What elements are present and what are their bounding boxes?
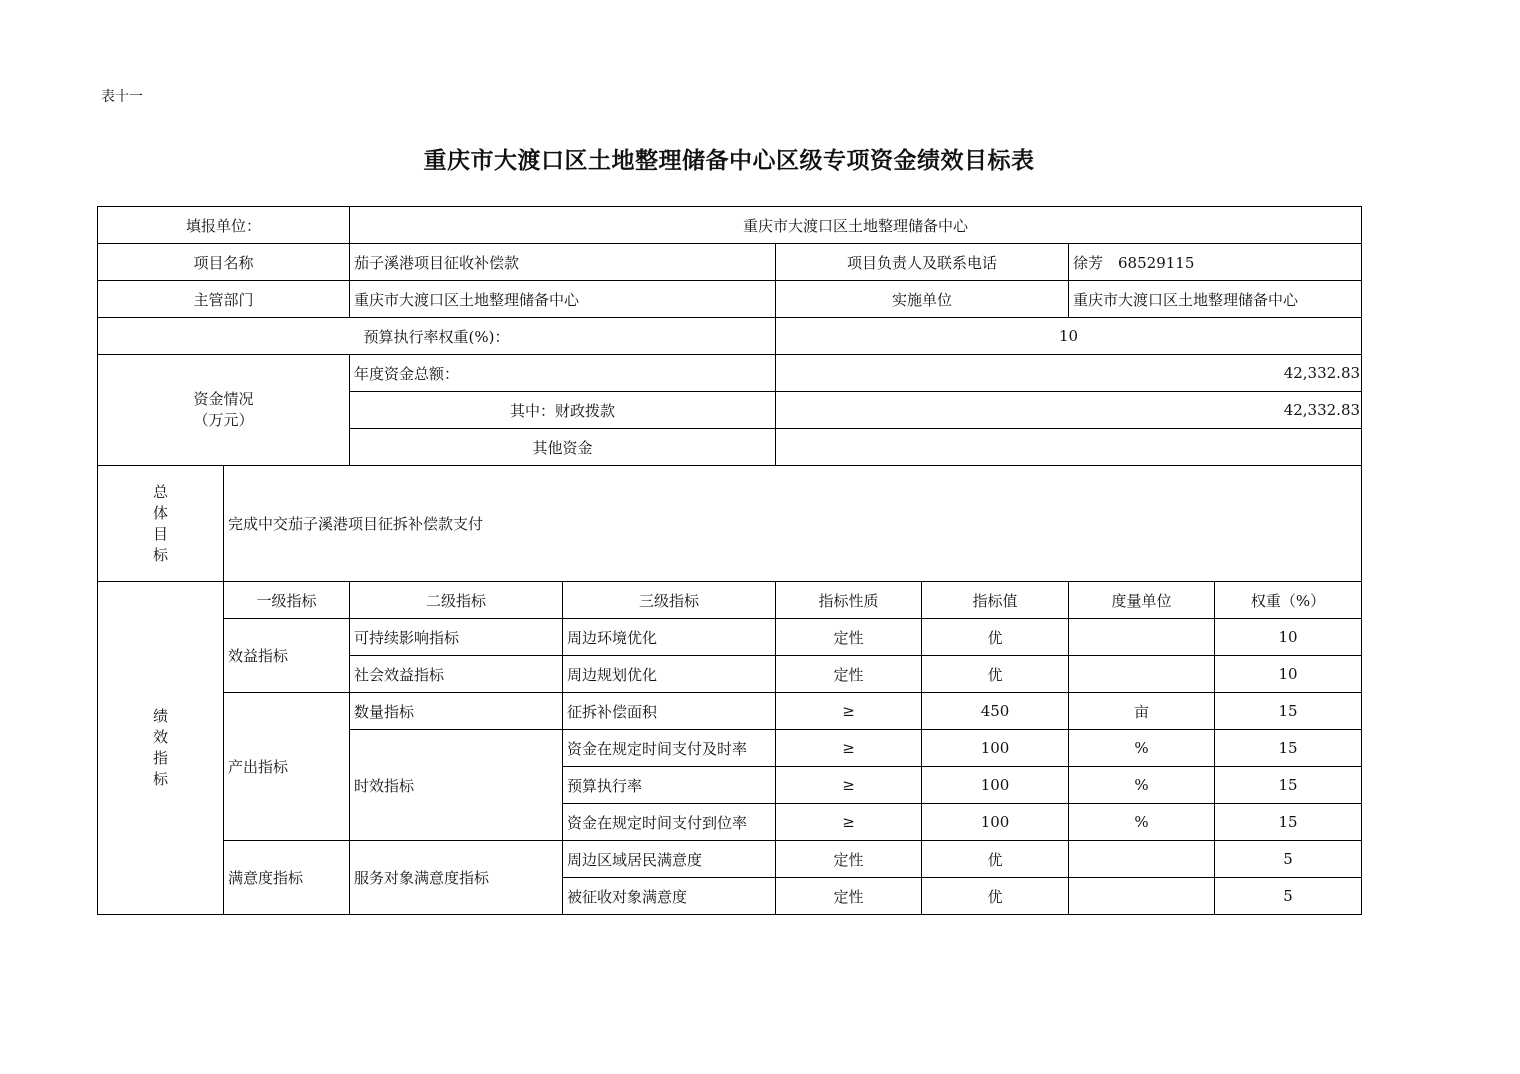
funds-label-line1: 资金情况 xyxy=(193,390,254,408)
header-level3: 三级指标 xyxy=(563,582,776,619)
level1-satisfaction: 满意度指标 xyxy=(224,841,350,915)
funds-fiscal-value: 42,332.83 xyxy=(776,392,1362,429)
weight-cell: 15 xyxy=(1215,693,1362,730)
overall-goal-row xyxy=(98,466,1362,582)
level2-social: 社会效益指标 xyxy=(350,656,563,693)
weight-cell: 15 xyxy=(1215,730,1362,767)
unit-cell xyxy=(1069,619,1215,656)
level2-quantity: 数量指标 xyxy=(350,693,563,730)
department-label: 主管部门 xyxy=(98,281,350,318)
funds-other-label: 其他资金 xyxy=(350,429,776,466)
department-value: 重庆市大渡口区土地整理储备中心 xyxy=(350,281,776,318)
weight-cell: 10 xyxy=(1215,619,1362,656)
funds-total-value: 42,332.83 xyxy=(776,355,1362,392)
level3-cell: 周边环境优化 xyxy=(563,619,776,656)
value-cell: 优 xyxy=(922,619,1069,656)
level3-cell: 周边区域居民满意度 xyxy=(563,841,776,878)
weight-cell: 5 xyxy=(1215,878,1362,915)
page-title: 重庆市大渡口区土地整理储备中心区级专项资金绩效目标表 xyxy=(423,147,1035,174)
weight-cell: 10 xyxy=(1215,656,1362,693)
budget-weight-label: 预算执行率权重(%)： xyxy=(98,318,776,355)
level2-sustainable: 可持续影响指标 xyxy=(350,619,563,656)
weight-cell: 5 xyxy=(1215,841,1362,878)
department-row xyxy=(98,281,1362,318)
reporting-unit-row xyxy=(98,207,1362,244)
nature-cell: ≥ xyxy=(776,804,922,841)
project-name-label: 项目名称 xyxy=(98,244,350,281)
level2-timeliness: 时效指标 xyxy=(350,730,563,841)
nature-cell: 定性 xyxy=(776,841,922,878)
reporting-unit-label: 填报单位： xyxy=(98,207,350,244)
table-number: 表十一 xyxy=(101,89,143,105)
project-contact-label: 项目负责人及联系电话 xyxy=(776,244,1069,281)
unit-cell: % xyxy=(1069,730,1215,767)
unit-cell: % xyxy=(1069,767,1215,804)
table-row xyxy=(98,619,1362,656)
budget-weight-value: 10 xyxy=(776,318,1362,355)
nature-cell: 定性 xyxy=(776,878,922,915)
header-weight: 权重（%） xyxy=(1215,582,1362,619)
funds-fiscal-label: 其中：财政拨款 xyxy=(350,392,776,429)
funds-total-label: 年度资金总额： xyxy=(350,355,776,392)
funds-label xyxy=(98,355,350,466)
weight-cell: 15 xyxy=(1215,804,1362,841)
value-cell: 优 xyxy=(922,841,1069,878)
project-name-value: 茄子溪港项目征收补偿款 xyxy=(350,244,776,281)
value-cell: 优 xyxy=(922,656,1069,693)
value-cell: 450 xyxy=(922,693,1069,730)
level3-cell: 预算执行率 xyxy=(563,767,776,804)
value-cell: 100 xyxy=(922,767,1069,804)
table-row xyxy=(98,841,1362,878)
unit-cell xyxy=(1069,841,1215,878)
weight-cell: 15 xyxy=(1215,767,1362,804)
header-nature: 指标性质 xyxy=(776,582,922,619)
header-level2: 二级指标 xyxy=(350,582,563,619)
header-level1: 一级指标 xyxy=(224,582,350,619)
funds-other-value xyxy=(776,429,1362,466)
implementing-unit-value: 重庆市大渡口区土地整理储备中心 xyxy=(1069,281,1362,318)
overall-goal-text: 完成中交茄子溪港项目征拆补偿款支付 xyxy=(224,466,1362,582)
level2-service-satisfaction: 服务对象满意度指标 xyxy=(350,841,563,915)
project-contact-value: 徐芳 68529115 xyxy=(1069,244,1362,281)
nature-cell: 定性 xyxy=(776,619,922,656)
value-cell: 100 xyxy=(922,730,1069,767)
project-row xyxy=(98,244,1362,281)
nature-cell: ≥ xyxy=(776,693,922,730)
table-row xyxy=(98,693,1362,730)
nature-cell: ≥ xyxy=(776,730,922,767)
budget-weight-row xyxy=(98,318,1362,355)
implementing-unit-label: 实施单位 xyxy=(776,281,1069,318)
unit-cell: 亩 xyxy=(1069,693,1215,730)
level3-cell: 周边规划优化 xyxy=(563,656,776,693)
funds-total-row xyxy=(98,355,1362,392)
value-cell: 100 xyxy=(922,804,1069,841)
funds-label-line2: （万元） xyxy=(193,411,254,429)
overall-goal-label: 总 体 目 标 xyxy=(98,466,224,582)
unit-cell: % xyxy=(1069,804,1215,841)
unit-cell xyxy=(1069,656,1215,693)
header-value: 指标值 xyxy=(922,582,1069,619)
reporting-unit-value: 重庆市大渡口区土地整理储备中心 xyxy=(350,207,1362,244)
level1-output: 产出指标 xyxy=(224,693,350,841)
indicators-label: 绩 效 指 标 xyxy=(98,582,224,915)
performance-target-table xyxy=(97,206,1362,915)
header-unit: 度量单位 xyxy=(1069,582,1215,619)
nature-cell: ≥ xyxy=(776,767,922,804)
level3-cell: 征拆补偿面积 xyxy=(563,693,776,730)
nature-cell: 定性 xyxy=(776,656,922,693)
level3-cell: 资金在规定时间支付到位率 xyxy=(563,804,776,841)
indicator-header-row xyxy=(98,582,1362,619)
level3-cell: 资金在规定时间支付及时率 xyxy=(563,730,776,767)
unit-cell xyxy=(1069,878,1215,915)
level1-benefit: 效益指标 xyxy=(224,619,350,693)
value-cell: 优 xyxy=(922,878,1069,915)
level3-cell: 被征收对象满意度 xyxy=(563,878,776,915)
